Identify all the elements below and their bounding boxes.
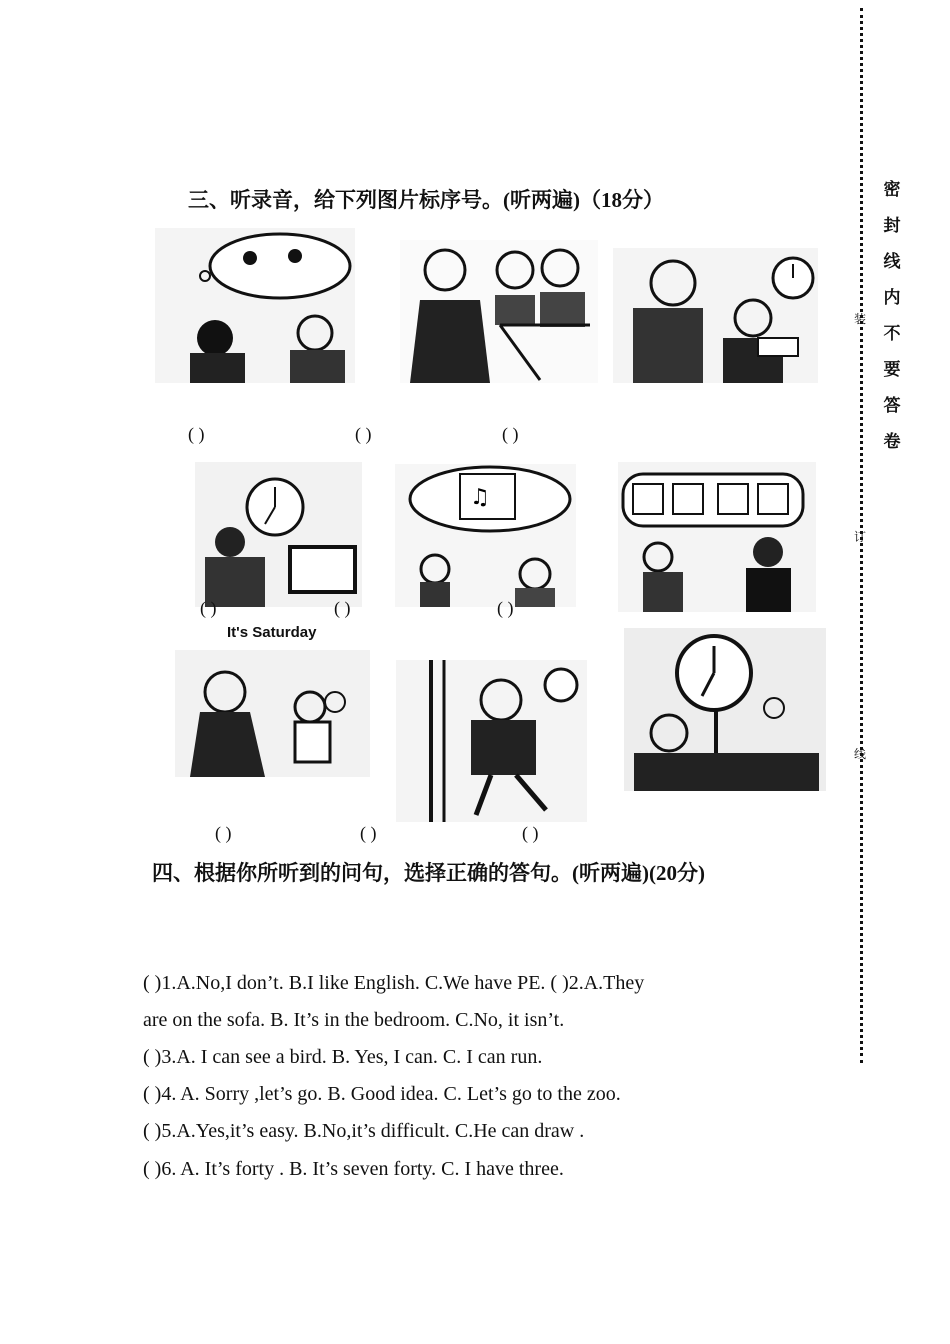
- picture-2-three-girls: [400, 240, 598, 383]
- sealing-char: 内: [883, 288, 901, 307]
- question-line-6: ( )6. A. It’s forty . B. It’s seven forty. C. I have three.: [143, 1158, 564, 1180]
- question-line-5: ( )5.A.Yes,it’s easy. B.No,it’s difficult. C.He can draw .: [143, 1120, 585, 1142]
- section-3-title: 三、听录音，给下列图片标序号。(听两遍)（18分）: [188, 188, 664, 212]
- picture-3-teacher-and-student: [613, 248, 818, 383]
- answer-blank-4[interactable]: ( ): [200, 598, 217, 618]
- sealing-char: 答: [883, 396, 901, 415]
- svg-text:♫: ♫: [470, 485, 490, 510]
- sealing-char: 不: [883, 324, 901, 343]
- sealing-notice: [880, 172, 904, 460]
- answer-blank-3[interactable]: ( ): [502, 424, 519, 444]
- answer-blank-1[interactable]: ( ): [188, 424, 205, 444]
- question-line-2: are on the sofa. B. It’s in the bedroom. C.No, it isn’t.: [143, 1009, 565, 1031]
- picture-6-school-subjects-thought: [618, 462, 816, 612]
- answer-blank-6[interactable]: ( ): [497, 598, 514, 618]
- sealing-char: 线: [883, 252, 901, 271]
- sealing-char: 封: [883, 216, 901, 235]
- picture-7-caption: It's Saturday: [227, 624, 317, 641]
- question-line-3: ( )3.A. I can see a bird. B. Yes, I can. C. I can run.: [143, 1046, 543, 1068]
- picture-8-boy-in-bedroom-clock: [396, 660, 587, 822]
- sealing-char: 密: [883, 180, 901, 199]
- picture-4-boy-watching-tv-clock: [195, 462, 362, 607]
- picture-1-boys-talking-football: [155, 228, 355, 383]
- margin-mark-xian: 线: [853, 747, 866, 761]
- answer-blank-7[interactable]: ( ): [215, 823, 232, 843]
- picture-7-rooster-and-mouse: [175, 622, 370, 777]
- sealing-char: 要: [883, 360, 901, 379]
- answer-blank-9[interactable]: ( ): [522, 823, 539, 843]
- picture-9-breakfast-clock: [624, 628, 826, 791]
- section-4-title: 四、根据你所听到的问句，选择正确的答句。(听两遍)(20分): [152, 861, 705, 885]
- margin-mark-ding: 订: [853, 530, 866, 544]
- answer-blank-8[interactable]: ( ): [360, 823, 377, 843]
- question-line-1: ( )1.A.No,I don’t. B.I like English. C.We have PE. ( )2.A.They: [143, 972, 645, 994]
- question-line-4: ( )4. A. Sorry ,let’s go. B. Good idea. C. Let’s go to the zoo.: [143, 1083, 621, 1105]
- margin-mark-zhuang: 装: [853, 312, 866, 326]
- answer-blank-2[interactable]: ( ): [355, 424, 372, 444]
- picture-5-music-class-thought: [395, 464, 576, 607]
- sealing-char: 卷: [883, 432, 901, 451]
- answer-blank-5[interactable]: ( ): [334, 598, 351, 618]
